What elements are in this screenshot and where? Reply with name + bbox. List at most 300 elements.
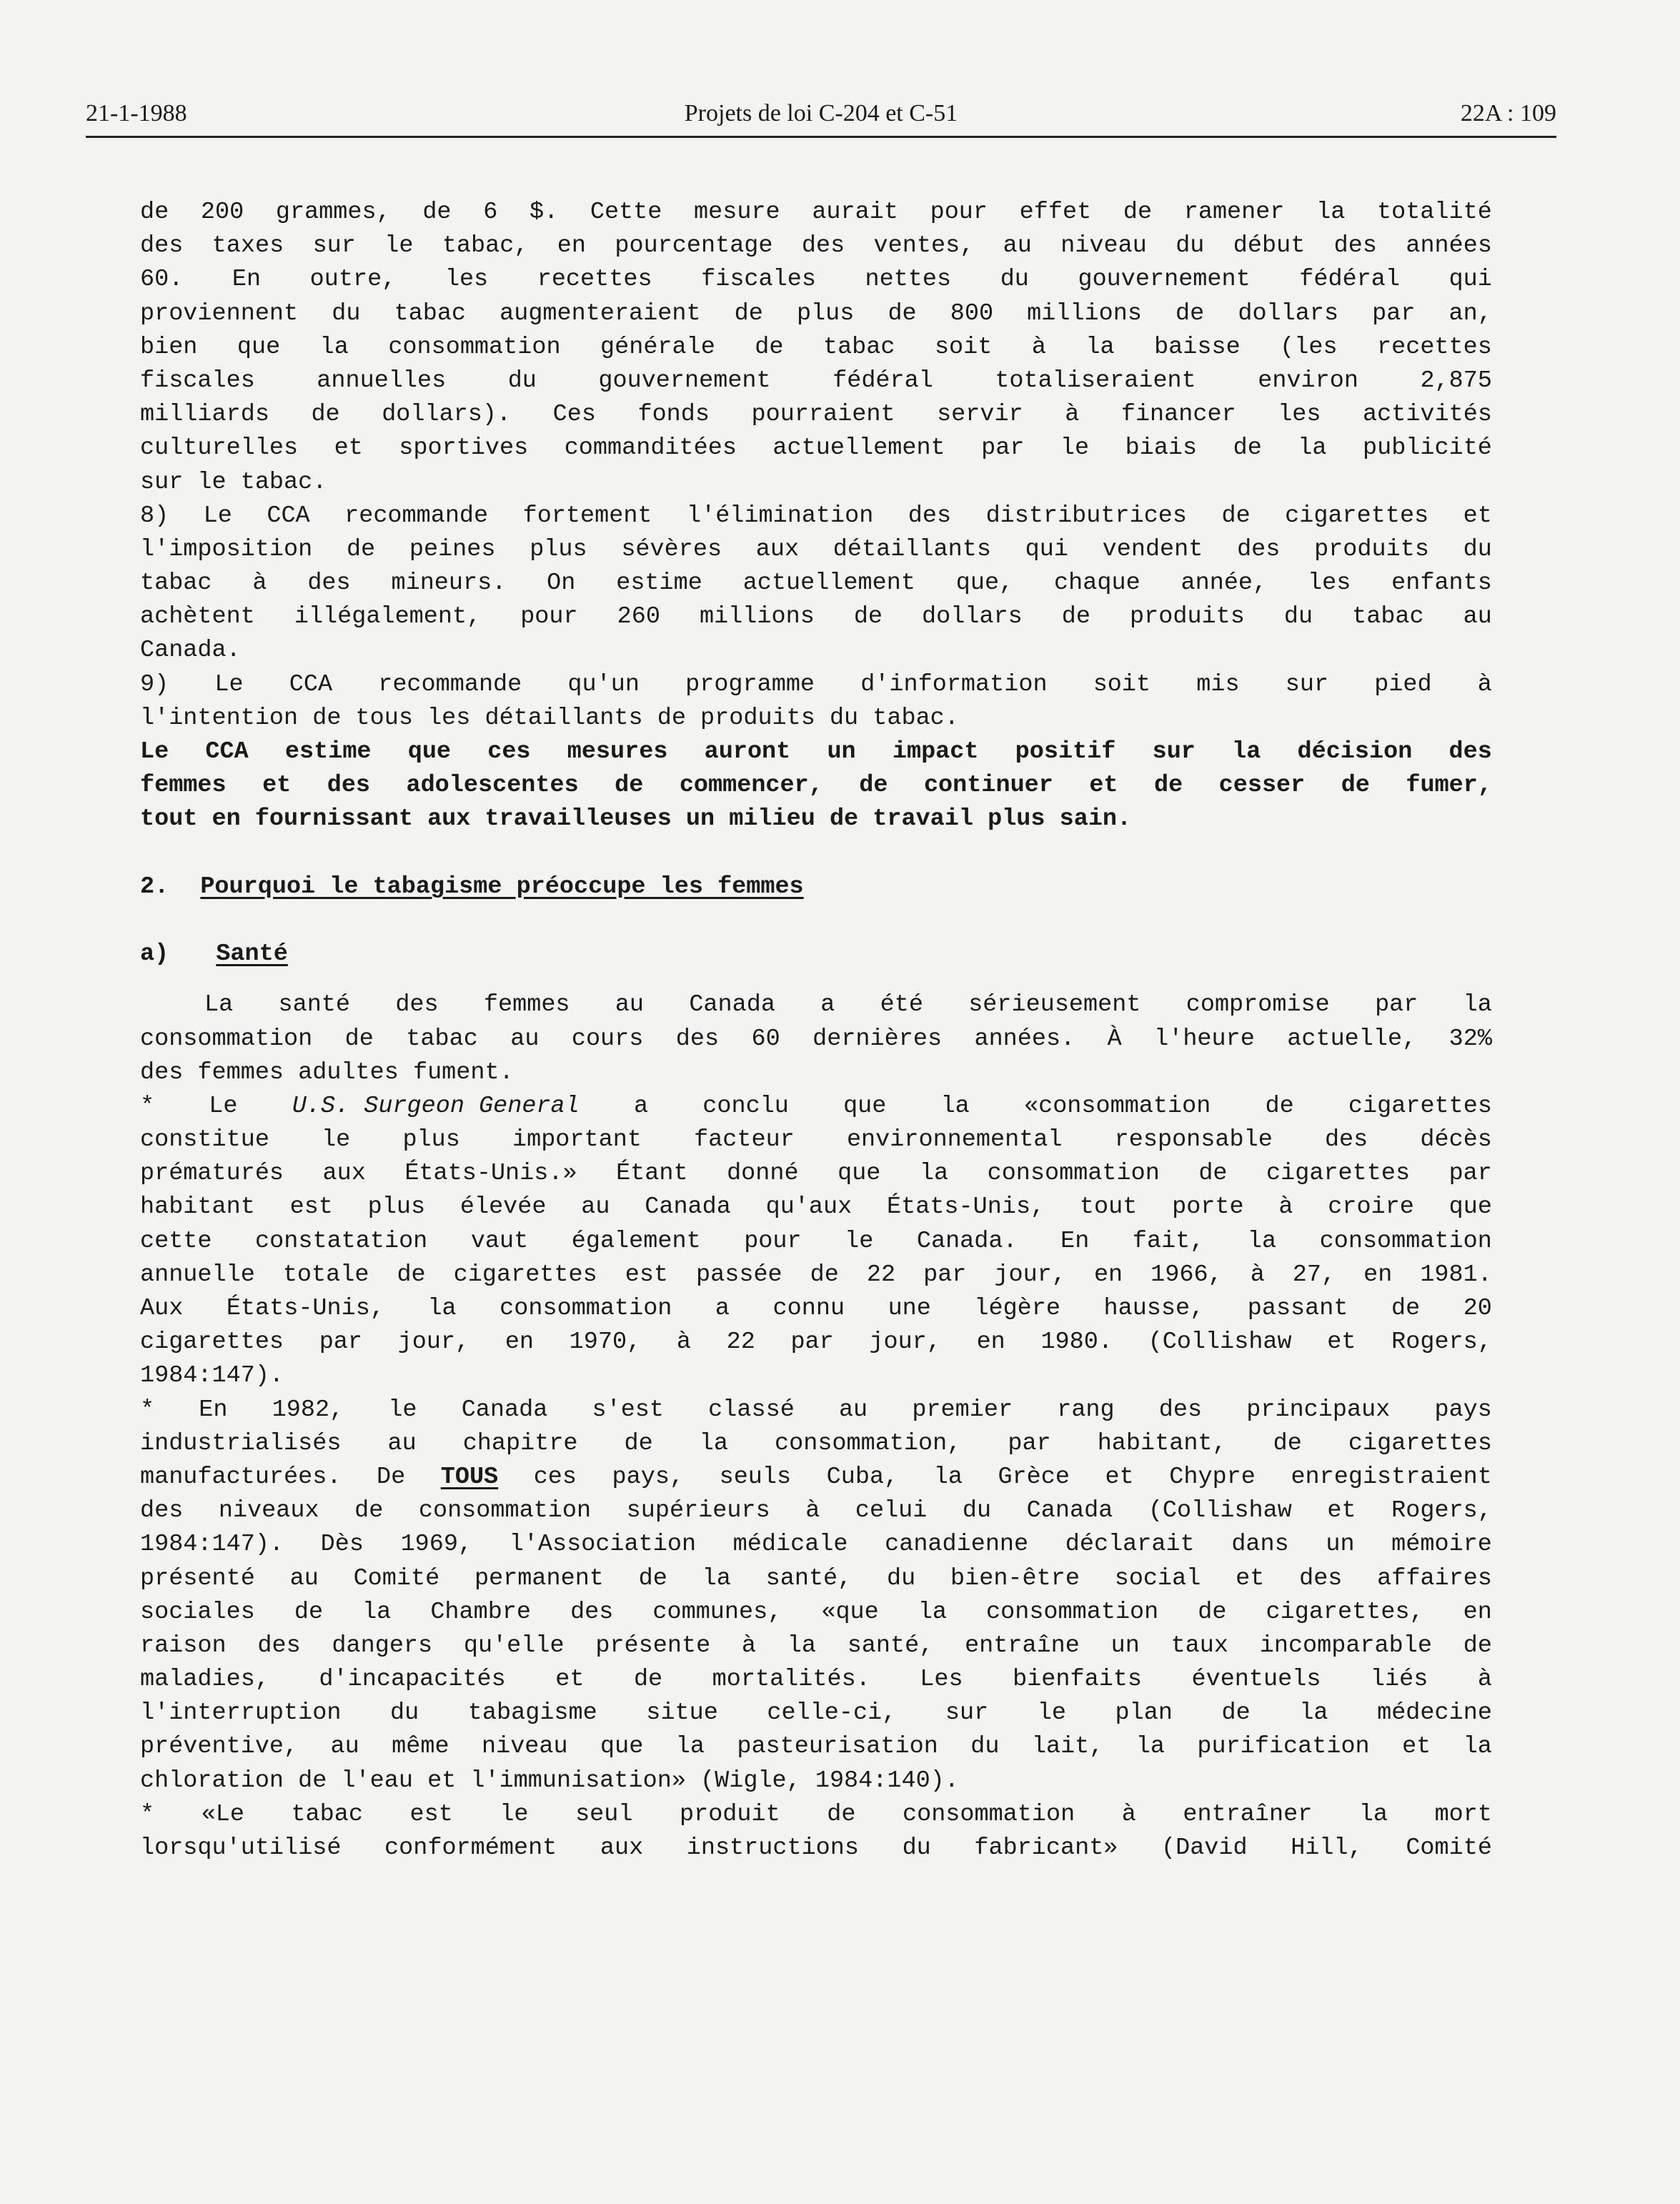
- word: instructions: [686, 1835, 859, 1862]
- word: fabricant»: [974, 1835, 1118, 1862]
- paragraph-taxes: [140, 196, 1492, 500]
- word: incomparable: [1259, 1632, 1432, 1659]
- text-line: [140, 988, 1492, 1022]
- word: pour: [520, 603, 578, 631]
- word: soit: [1093, 670, 1151, 698]
- word: actuellement: [772, 435, 945, 462]
- word: distributrices: [985, 502, 1188, 530]
- word: sévères: [621, 535, 722, 563]
- word: Grèce: [998, 1463, 1070, 1491]
- word: ces: [533, 1463, 577, 1491]
- word: même: [392, 1733, 449, 1761]
- word: fédéral: [832, 367, 933, 394]
- word: à: [741, 1632, 757, 1659]
- word: du: [1000, 266, 1029, 294]
- word: les: [1278, 401, 1321, 429]
- word: de: [1341, 772, 1370, 800]
- word: une: [888, 1295, 931, 1322]
- word: le: [845, 1227, 874, 1255]
- word: annuelles: [317, 367, 447, 394]
- word: commencer,: [679, 772, 823, 800]
- word: à: [1477, 1666, 1492, 1694]
- word: totaliseraient: [995, 367, 1196, 394]
- word: bien: [140, 333, 198, 361]
- word: cours: [571, 1025, 644, 1053]
- word: En: [232, 266, 262, 294]
- word: mortalités.: [712, 1666, 870, 1694]
- word: des: [140, 232, 184, 260]
- word: (Collishaw: [1148, 1497, 1292, 1525]
- word: 1980.: [1040, 1329, 1113, 1356]
- word: compromise: [1186, 991, 1330, 1019]
- word: adolescentes: [406, 772, 579, 800]
- text-line: [140, 1730, 1492, 1764]
- word: social: [1114, 1564, 1201, 1592]
- word: passée: [696, 1261, 782, 1289]
- word: des: [1324, 1126, 1368, 1154]
- word: rang: [1057, 1396, 1115, 1424]
- word: mort: [1434, 1800, 1492, 1828]
- word: présente: [595, 1632, 711, 1659]
- word: consommation: [1319, 1227, 1492, 1255]
- header-rule: [86, 136, 1556, 138]
- word: de: [1123, 199, 1153, 226]
- word: qu'elle: [463, 1632, 565, 1659]
- text-line: [140, 1697, 1492, 1730]
- word: que: [407, 738, 452, 765]
- word: cigarettes: [1285, 502, 1429, 530]
- word: déclarait: [1065, 1531, 1195, 1559]
- word: premier: [912, 1396, 1013, 1424]
- text-line: [140, 398, 1492, 432]
- word: taxes: [212, 232, 284, 260]
- word: Le: [214, 670, 244, 698]
- recommendation-9: [140, 668, 1492, 735]
- word: du: [1283, 603, 1313, 631]
- word: 1984:147).: [140, 1531, 284, 1559]
- word: activités: [1363, 401, 1492, 429]
- word: qu'aux: [765, 1193, 853, 1221]
- spacer: [140, 971, 1492, 988]
- word: des: [908, 502, 952, 530]
- word: pays,: [612, 1463, 685, 1491]
- word: achètent: [140, 603, 255, 631]
- word: par: [1008, 1429, 1051, 1457]
- word: la: [427, 1295, 457, 1322]
- word: des: [675, 1025, 720, 1053]
- word: niveau: [1060, 232, 1147, 260]
- text-line: [140, 1461, 1492, 1494]
- word: produits: [1314, 535, 1429, 563]
- word: «Le: [201, 1800, 244, 1828]
- word: années: [1406, 232, 1492, 260]
- word: de: [1061, 603, 1091, 631]
- word: par: [923, 1261, 967, 1289]
- word: constitue: [140, 1126, 269, 1154]
- word: d'incapacités: [319, 1666, 506, 1694]
- word: tout: [1079, 1193, 1138, 1221]
- word: présenté: [140, 1564, 255, 1592]
- word: de: [615, 772, 644, 800]
- word: et: [262, 772, 292, 800]
- word: actuellement: [742, 570, 915, 597]
- word: 20: [1463, 1295, 1492, 1322]
- word: en: [505, 1329, 535, 1356]
- word: est: [289, 1193, 333, 1221]
- word: de: [633, 1666, 663, 1694]
- word: à: [1477, 670, 1492, 698]
- word: principaux: [1246, 1396, 1391, 1424]
- word: que: [843, 1092, 887, 1120]
- word: du: [970, 1733, 1000, 1761]
- word: de: [1391, 1295, 1421, 1322]
- word: liés: [1370, 1666, 1428, 1694]
- word: proviennent: [140, 299, 299, 327]
- word: enfants: [1391, 570, 1492, 597]
- word: sur: [945, 1699, 989, 1727]
- word: en: [1363, 1261, 1393, 1289]
- emphasis-tous: TOUS: [440, 1463, 499, 1491]
- word: classé: [708, 1396, 795, 1424]
- word: d'information: [860, 670, 1048, 698]
- word: des: [1299, 1564, 1343, 1592]
- word: dollars).: [382, 401, 512, 429]
- word: cigarettes: [1348, 1429, 1492, 1457]
- word: du: [1463, 535, 1492, 563]
- word: à: [1250, 1261, 1265, 1289]
- word: 6: [483, 199, 498, 226]
- word: décès: [1420, 1126, 1492, 1154]
- word: mis: [1196, 670, 1240, 698]
- word: de: [1221, 502, 1251, 530]
- word: la: [1085, 333, 1115, 361]
- text-line: [140, 533, 1492, 567]
- text-line: [140, 1191, 1492, 1224]
- text-line: [140, 1663, 1492, 1697]
- word: en: [1463, 1598, 1492, 1626]
- word: important: [512, 1126, 642, 1154]
- word: annuelle: [140, 1261, 255, 1289]
- word: la: [918, 1598, 947, 1626]
- word: médicale: [732, 1531, 848, 1559]
- text-line: [140, 1494, 1492, 1528]
- word: $.: [529, 199, 559, 226]
- word: qui: [1448, 266, 1492, 294]
- word: CCA: [267, 502, 310, 530]
- word: des: [395, 991, 439, 1019]
- word: estime: [616, 570, 702, 597]
- word: En: [199, 1396, 228, 1424]
- word: produit: [680, 1800, 780, 1828]
- word: permanent: [474, 1564, 604, 1592]
- word: les: [1307, 570, 1351, 597]
- word: des: [1237, 535, 1281, 563]
- word: dollars: [1238, 299, 1339, 327]
- word: et: [1236, 1564, 1265, 1592]
- word: gouvernement: [598, 367, 771, 394]
- word: Canada.: [916, 1227, 1018, 1255]
- word: la: [933, 1463, 963, 1491]
- word: de: [1265, 1092, 1294, 1120]
- word: la: [1316, 199, 1346, 226]
- word: de: [344, 1025, 374, 1053]
- word: Cette: [590, 199, 662, 226]
- word: «consommation: [1023, 1092, 1211, 1120]
- word: l'imposition: [140, 535, 313, 563]
- word: du: [507, 367, 537, 394]
- word: lorsqu'utilisé: [140, 1835, 342, 1862]
- word: seul: [575, 1800, 633, 1828]
- word: de: [294, 1598, 324, 1626]
- word: femmes: [140, 772, 227, 800]
- word: années.: [974, 1025, 1075, 1053]
- word: éventuels: [1191, 1666, 1321, 1694]
- word: «que: [821, 1598, 879, 1626]
- word: connu: [772, 1295, 845, 1322]
- word: À: [1107, 1025, 1122, 1053]
- word: communes,: [652, 1598, 782, 1626]
- text-line: [140, 364, 1492, 398]
- word: 8): [140, 502, 169, 530]
- word: à: [676, 1329, 691, 1356]
- word: 32%: [1448, 1025, 1492, 1053]
- word: consommation: [388, 333, 561, 361]
- word: Le: [140, 738, 169, 765]
- text-line: [140, 1562, 1492, 1596]
- word: tabac: [140, 570, 212, 597]
- word: la: [319, 333, 349, 361]
- word: au: [838, 1396, 868, 1424]
- word: de: [1153, 772, 1183, 800]
- word: a: [820, 991, 835, 1019]
- word: en: [976, 1329, 1005, 1356]
- word: fumer,: [1406, 772, 1492, 800]
- word: niveaux: [218, 1497, 319, 1525]
- word: On: [547, 570, 576, 597]
- word: seuls: [719, 1463, 792, 1491]
- word: mesure: [694, 199, 780, 226]
- word: de: [1273, 1429, 1302, 1457]
- word: santé,: [847, 1632, 934, 1659]
- word: passant: [1247, 1295, 1348, 1322]
- word: légère: [974, 1295, 1060, 1322]
- word: à: [1121, 1800, 1136, 1828]
- word: financer: [1120, 401, 1236, 429]
- word: aux: [600, 1835, 644, 1862]
- word: en: [557, 232, 587, 260]
- word: Ces: [552, 401, 596, 429]
- word: tabac: [1352, 603, 1424, 631]
- word: et: [555, 1666, 585, 1694]
- word: situe: [646, 1699, 718, 1727]
- word: programme: [685, 670, 815, 698]
- word: 200: [200, 199, 244, 226]
- word: pourraient: [751, 401, 895, 429]
- word: raison: [140, 1632, 227, 1659]
- word: sociales: [140, 1598, 255, 1626]
- subsection-label: a): [140, 940, 169, 968]
- word: des: [140, 1497, 184, 1525]
- word: fortement: [522, 502, 652, 530]
- word: cesser: [1218, 772, 1306, 800]
- word: an,: [1448, 299, 1492, 327]
- word: début: [1233, 232, 1306, 260]
- text-line: [140, 1427, 1492, 1461]
- word: des: [1448, 738, 1492, 765]
- text-line: [140, 567, 1492, 600]
- word: du: [962, 1497, 992, 1525]
- word: recommande: [344, 502, 489, 530]
- word: cigarettes,: [1266, 1598, 1424, 1626]
- word: *: [140, 1800, 155, 1828]
- word: impact: [892, 738, 979, 765]
- word: la: [702, 1564, 731, 1592]
- word: le: [499, 1800, 529, 1828]
- word: la: [1247, 1227, 1277, 1255]
- word: 1982,: [272, 1396, 344, 1424]
- word: la: [940, 1092, 970, 1120]
- word: santé,: [765, 1564, 853, 1592]
- word: cigarettes: [453, 1261, 597, 1289]
- word: de: [888, 299, 917, 327]
- word: Le: [203, 502, 232, 530]
- word: de: [1463, 1632, 1492, 1659]
- word: actuelle,: [1287, 1025, 1417, 1053]
- word: vendent: [1102, 535, 1203, 563]
- word: industrialisés: [140, 1429, 342, 1457]
- word: conclu: [702, 1092, 789, 1120]
- text-line: [140, 1292, 1492, 1326]
- word: décision: [1297, 738, 1413, 765]
- word: habitant,: [1097, 1429, 1227, 1457]
- word: au: [387, 1429, 417, 1457]
- bullet-canada-ranking: [140, 1394, 1492, 1798]
- bullet-star: *: [140, 1092, 155, 1120]
- word: des: [1333, 232, 1377, 260]
- word: l'Association: [509, 1531, 697, 1559]
- word: la: [1463, 991, 1492, 1019]
- word: pied: [1374, 670, 1432, 698]
- word: est: [625, 1261, 669, 1289]
- word: grammes,: [275, 199, 391, 226]
- word: fiscales: [140, 367, 255, 394]
- word: baisse: [1154, 333, 1241, 361]
- text-line: [140, 1326, 1492, 1359]
- word: sur: [1285, 670, 1329, 698]
- word: pour: [930, 199, 988, 226]
- word: au: [581, 1193, 610, 1221]
- word: celui: [855, 1497, 928, 1525]
- word: chapitre: [462, 1429, 578, 1457]
- word: par: [981, 435, 1025, 462]
- word: États-Unis,: [226, 1295, 384, 1322]
- word: totale: [282, 1261, 369, 1289]
- word: du: [887, 1564, 916, 1592]
- word: 9): [140, 670, 169, 698]
- word: l'heure: [1154, 1025, 1255, 1053]
- word: dans: [1231, 1531, 1289, 1559]
- word: Comité: [1406, 1835, 1492, 1862]
- surgeon-general-title: U.S. Surgeon General: [292, 1092, 580, 1120]
- text-line-last: tout en fournissant aux travailleuses un milieu de travail plus sain.: [140, 805, 1132, 833]
- word: tabac: [394, 299, 467, 327]
- word: prématurés: [140, 1160, 284, 1188]
- word: aux: [322, 1160, 366, 1188]
- subsection-title: Santé: [216, 940, 288, 968]
- word: 1970,: [569, 1329, 642, 1356]
- text-line: [140, 297, 1492, 331]
- text-line: [140, 1225, 1492, 1259]
- word: fédéral: [1299, 266, 1401, 294]
- word: porte: [1172, 1193, 1244, 1221]
- subsection-heading: [140, 938, 1492, 971]
- word: Hill,: [1291, 1835, 1363, 1862]
- word: est: [409, 1800, 453, 1828]
- word: par: [1372, 299, 1416, 327]
- word: plus: [402, 1126, 460, 1154]
- word: qu'un: [567, 670, 640, 698]
- word: nettes: [865, 266, 952, 294]
- word: également: [571, 1227, 701, 1255]
- word: que: [600, 1733, 644, 1761]
- word: sérieusement: [968, 991, 1141, 1019]
- word: à: [252, 570, 267, 597]
- word: pour: [744, 1227, 802, 1255]
- word: lait,: [1031, 1733, 1104, 1761]
- word: la: [675, 1733, 705, 1761]
- word: un: [827, 738, 856, 765]
- word: de: [1198, 1160, 1228, 1188]
- word: estime: [284, 738, 372, 765]
- word: tabac: [822, 333, 895, 361]
- word: cigarettes: [1266, 1160, 1411, 1188]
- text-line: [140, 1023, 1492, 1056]
- word: de: [1233, 435, 1262, 462]
- word: (Collishaw: [1148, 1329, 1292, 1356]
- word: totalité: [1377, 199, 1492, 226]
- word: environnemental: [846, 1126, 1063, 1154]
- document-body: [140, 196, 1492, 1865]
- word: la: [699, 1429, 728, 1457]
- word: de: [734, 299, 763, 327]
- word: de: [346, 535, 376, 563]
- word: et: [1327, 1497, 1356, 1525]
- text-line-last: 1984:147).: [140, 1362, 284, 1390]
- word: Le: [209, 1092, 238, 1120]
- word: États-Unis,: [887, 1193, 1045, 1221]
- word: recettes: [1377, 333, 1492, 361]
- word: ventes,: [873, 232, 975, 260]
- word: de: [354, 1497, 384, 1525]
- word: servir: [937, 401, 1023, 429]
- word: de: [1221, 1699, 1251, 1727]
- text-line: [140, 1832, 1492, 1865]
- text-line: [140, 432, 1492, 465]
- word: de: [397, 1261, 426, 1289]
- word: au: [289, 1564, 319, 1592]
- word: dernières: [812, 1025, 943, 1053]
- word: pays: [1434, 1396, 1492, 1424]
- word: augmenteraient: [499, 299, 701, 327]
- word: recettes: [537, 266, 652, 294]
- text-line: [140, 769, 1492, 803]
- word: la: [1298, 435, 1327, 462]
- word: année,: [1181, 570, 1268, 597]
- word: Les: [920, 1666, 963, 1694]
- word: été: [880, 991, 923, 1019]
- word: mineurs.: [391, 570, 507, 597]
- word: consommation: [499, 1295, 672, 1322]
